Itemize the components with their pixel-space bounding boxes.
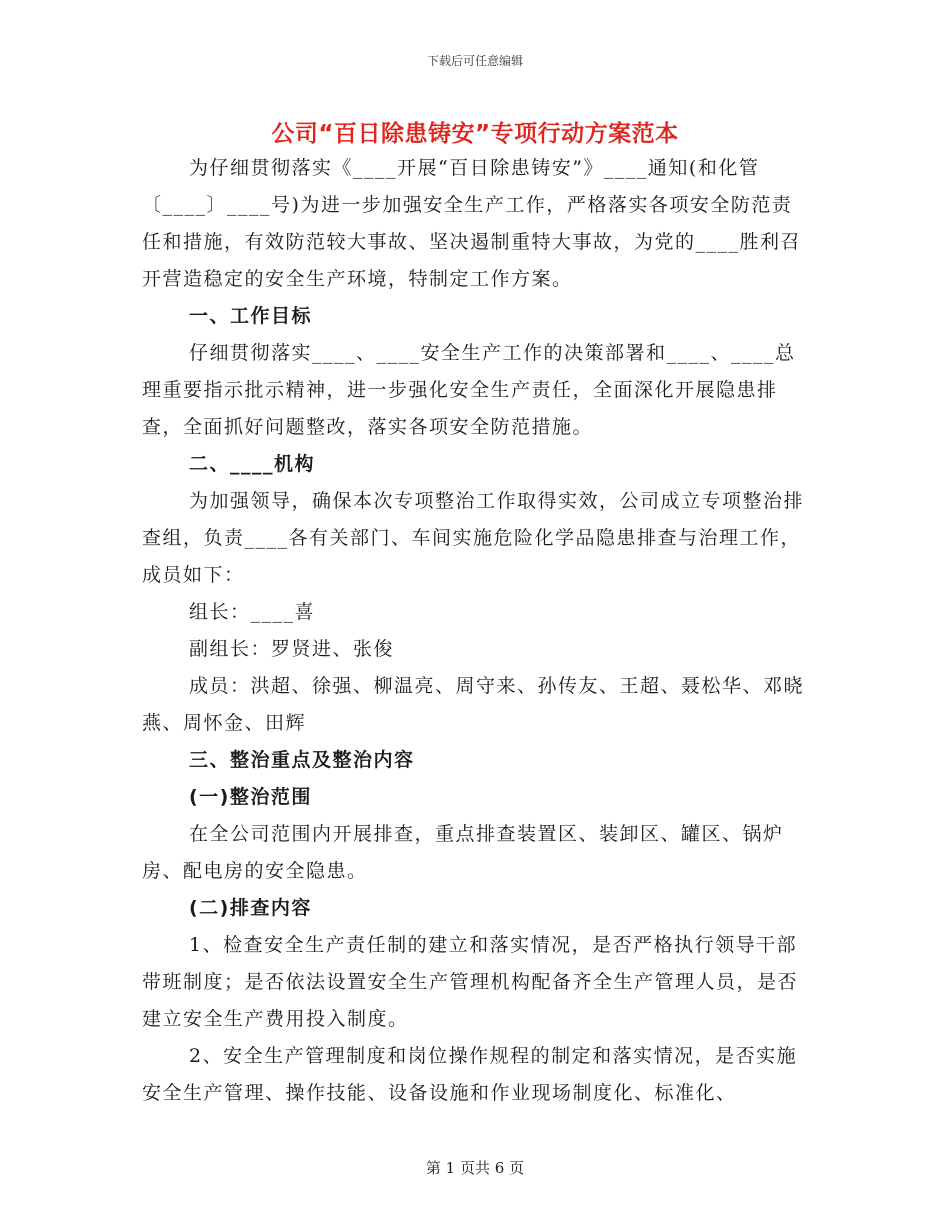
paragraph-goals: 仔细贯彻落实____、____安全生产工作的决策部署和____、____总理重要指示批示精神，进一步强化安全生产责任，全面深化开展隐患排查，全面抓好问题整改，落实各项安全防范措施。 bbox=[142, 342, 796, 438]
section-heading-goals: 一、工作目标 bbox=[189, 305, 313, 327]
document-title: 公司“百日除患铸安”专项行动方案范本 bbox=[271, 121, 679, 147]
members-line: 成员：洪超、徐强、柳温亮、周守来、孙传友、王超、聂松华、邓晓燕、周怀金、田辉 bbox=[142, 675, 805, 734]
page-header: 下载后可任意编辑 bbox=[426, 54, 523, 68]
paragraph-intro: 为仔细贯彻落实《____开展“百日除患铸安”》____通知(和化管〔____〕____号)为进一步加强安全生产工作，严格落实各项安全防范责任和措施，有效防范较大事故、坚决遏制重特大事故，为党的____胜利召开营造稳定的安全生产环境，特制定工作方案。 bbox=[142, 157, 802, 290]
deputy-leader-line: 副组长：罗贤进、张俊 bbox=[189, 638, 395, 660]
section-heading-organization: 二、____机构 bbox=[189, 453, 316, 475]
document-body bbox=[142, 150, 810, 1112]
subsection-heading-scope: (一)整治范围 bbox=[189, 786, 312, 808]
paragraph-inspection-2: 2、安全生产管理制度和岗位操作规程的制定和落实情况，是否实施安全生产管理、操作技能、设备设施和作业现场制度化、标准化、 bbox=[142, 1045, 798, 1104]
team-leader-line: 组长：____喜 bbox=[189, 601, 316, 623]
section-heading-focus: 三、整治重点及整治内容 bbox=[189, 749, 415, 771]
page-footer: 第 1 页共 6 页 bbox=[425, 1159, 525, 1177]
paragraph-inspection-1: 1、检查安全生产责任制的建立和落实情况，是否严格执行领导干部带班制度；是否依法设置安全生产管理机构配备齐全生产管理人员，是否建立安全生产费用投入制度。 bbox=[142, 934, 799, 1030]
subsection-heading-inspection: (二)排查内容 bbox=[189, 897, 312, 919]
paragraph-organization: 为加强领导，确保本次专项整治工作取得实效，公司成立专项整治排查组，负责____各有关部门、车间实施危险化学品隐患排查与治理工作，成员如下： bbox=[142, 490, 805, 586]
paragraph-scope: 在全公司范围内开展排查，重点排查装置区、装卸区、罐区、锅炉房、配电房的安全隐患。 bbox=[142, 823, 784, 882]
